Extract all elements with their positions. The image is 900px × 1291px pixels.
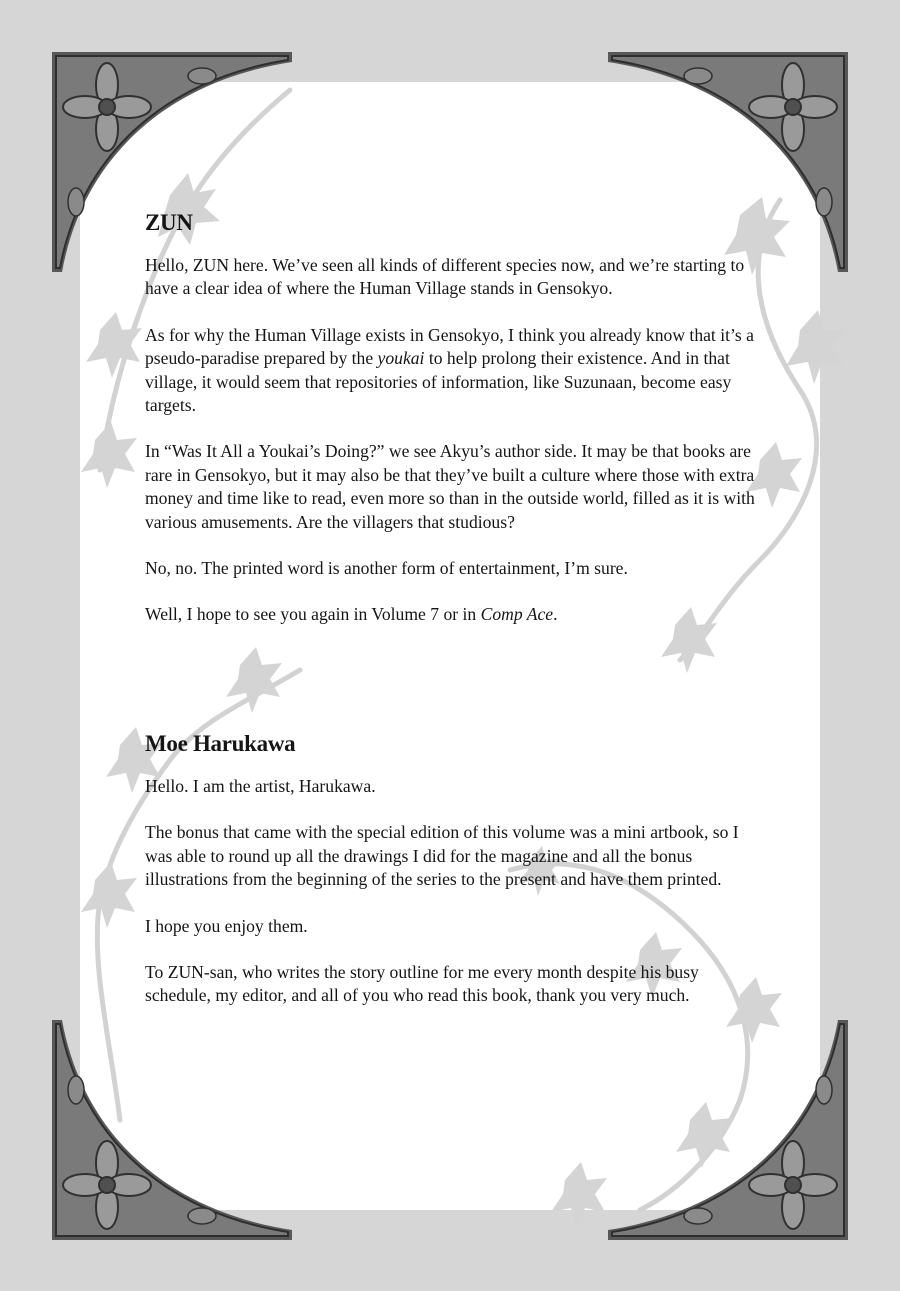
paragraph-text: .	[553, 604, 558, 625]
zun-section	[145, 210, 765, 627]
paragraph-text: to help prolong their existence. And in that village, it would seem that repositories of information, like Suzunaan, become easy targets.	[145, 348, 732, 416]
paragraph: Hello, ZUN here. We’ve seen all kinds of different species now, and we’re starting to have a clear idea of where the Human Village stands in Gensokyo.	[145, 255, 745, 299]
italic-title: Comp Ace	[480, 604, 554, 625]
paragraph: In “Was It All a Youkai’s Doing?” we see Akyu’s author side. It may be that books are rare in Gensokyo, but it may also be that they’ve built a culture where those with extra money and time like to read, even more so than in the outside world, filled as it is with various amusements. Are the villagers that studious?	[145, 441, 755, 532]
section-heading-harukawa: Moe Harukawa	[145, 730, 296, 756]
paragraph: I hope you enjoy them.	[145, 915, 308, 936]
harukawa-section	[145, 731, 765, 1008]
paragraph: Hello. I am the artist, Harukawa.	[145, 775, 376, 796]
afterword-content	[145, 210, 765, 1031]
paragraph	[145, 603, 765, 626]
corner-ornament-bottom-right	[608, 1000, 848, 1240]
paragraph	[145, 324, 765, 418]
paragraph-text: Well, I hope to see you again in Volume 7 or in	[145, 604, 481, 625]
paragraph: The bonus that came with the special edition of this volume was a mini artbook, so I was able to round up all the drawings I did for the magazine and all the bonus illustrations from the beginning of the series to the present and have them printed.	[145, 822, 739, 890]
paragraph-text: As for why the Human Village exists in Gensokyo, I think you already know that it’s a pseudo-paradise prepared by the	[145, 324, 754, 369]
corner-ornament-bottom-left	[52, 1000, 292, 1240]
paragraph: To ZUN-san, who writes the story outline for me every month despite his busy schedule, my editor, and all of you who read this book, thank you very much.	[145, 961, 699, 1006]
paragraph: No, no. The printed word is another form of entertainment, I’m sure.	[145, 558, 628, 579]
section-heading-zun: ZUN	[145, 210, 193, 235]
italic-term: youkai	[377, 348, 425, 369]
